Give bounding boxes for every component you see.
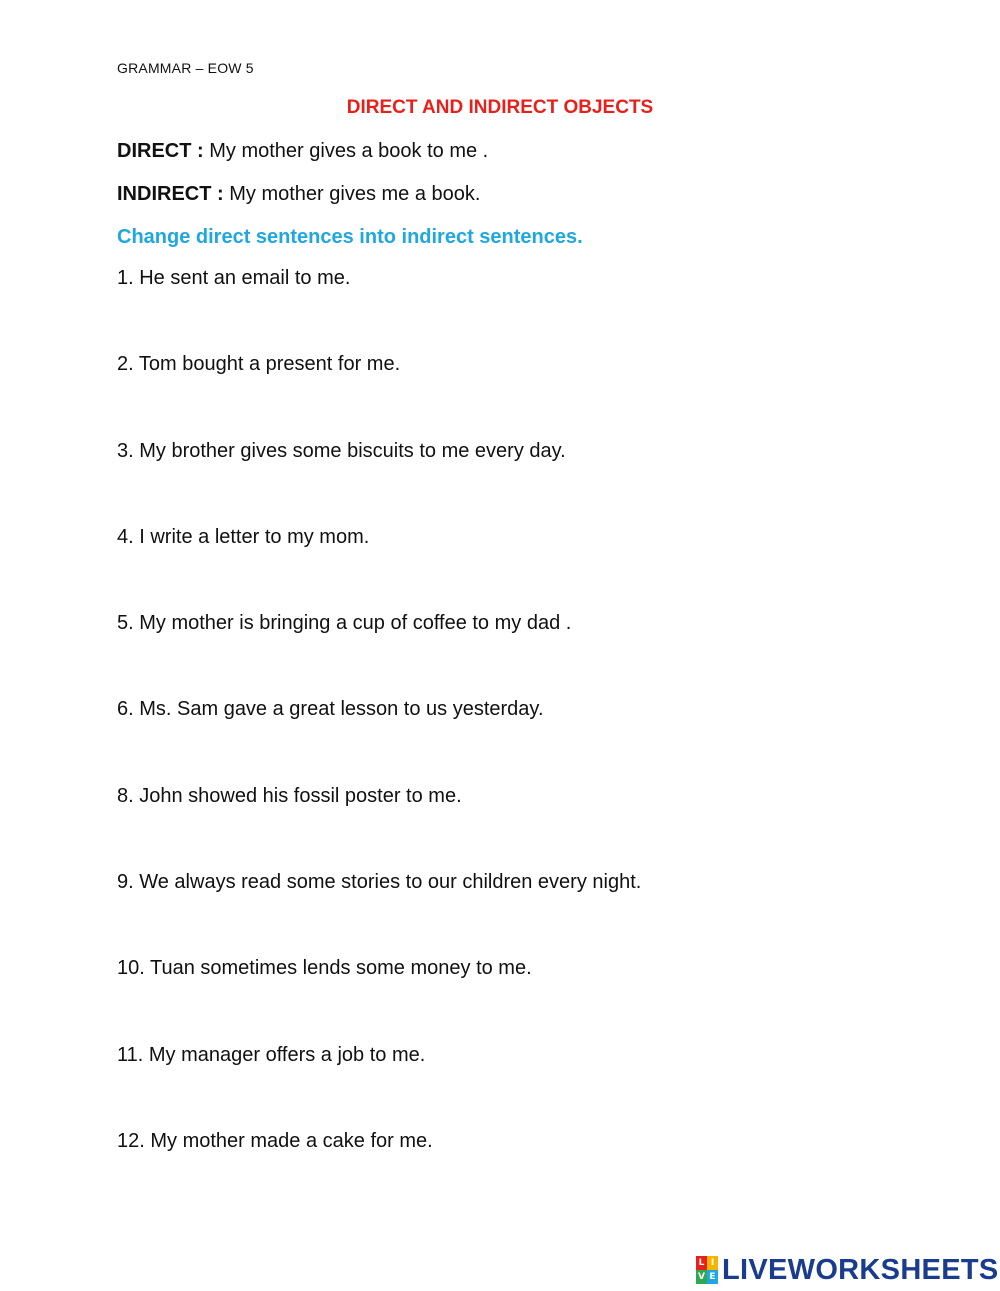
question-list bbox=[117, 267, 641, 1216]
liveworksheets-logo bbox=[696, 1254, 999, 1286]
instruction: Change direct sentences into indirect sentences. bbox=[117, 226, 583, 248]
question-item: 4. I write a letter to my mom. bbox=[117, 525, 370, 548]
question-item: 6. Ms. Sam gave a great lesson to us yesterday. bbox=[117, 698, 544, 721]
indirect-sentence: My mother gives me a book. bbox=[223, 183, 481, 205]
indirect-label: INDIRECT : bbox=[117, 183, 224, 205]
header-label: GRAMMAR – EOW 5 bbox=[117, 60, 254, 76]
direct-label: DIRECT : bbox=[117, 140, 204, 162]
question-item: 9. We always read some stories to our children every night. bbox=[117, 871, 642, 894]
indirect-example bbox=[117, 183, 480, 206]
question-item: 8. John showed his fossil poster to me. bbox=[117, 784, 462, 807]
question-item: 1. He sent an email to me. bbox=[117, 267, 351, 289]
question-item: 3. My brother gives some biscuits to me every day. bbox=[117, 439, 566, 462]
question-item: 12. My mother made a cake for me. bbox=[117, 1129, 433, 1152]
logo-letter: E bbox=[707, 1270, 718, 1284]
direct-sentence: My mother gives a book to me . bbox=[203, 140, 489, 162]
direct-example bbox=[117, 140, 488, 163]
page-title: DIRECT AND INDIRECT OBJECTS bbox=[346, 97, 654, 118]
question-item: 2. Tom bought a present for me. bbox=[117, 353, 401, 376]
question-item: 10. Tuan sometimes lends some money to me. bbox=[117, 957, 532, 980]
logo-text: LIVEWORKSHEETS bbox=[722, 1253, 999, 1286]
question-item: 11. My manager offers a job to me. bbox=[117, 1043, 426, 1066]
logo-letter: I bbox=[707, 1256, 718, 1270]
logo-letter: V bbox=[696, 1270, 707, 1284]
logo-letter: L bbox=[696, 1256, 707, 1270]
question-item: 5. My mother is bringing a cup of coffee to my dad . bbox=[117, 612, 572, 635]
logo-icon bbox=[696, 1256, 718, 1284]
